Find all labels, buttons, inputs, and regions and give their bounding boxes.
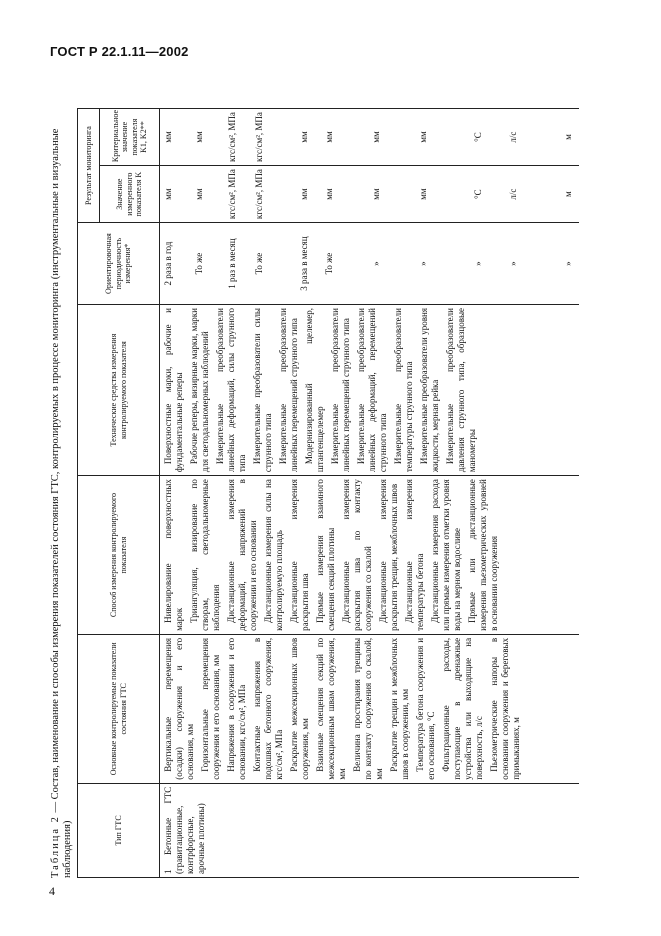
header-method: Способ измерения контролируемого показателя [78,476,160,635]
tools-1: Поверхностные марки, рабочие и фундаментальные реперы [163,308,184,473]
tools-7: Измерительные преобразователи линейных перемещений струнного типа [330,308,351,473]
header-criterion: Критериальное значение показателя K1, K2** [100,109,160,166]
periodicity-9: » [473,261,483,266]
header-type: Тип ГТС [78,783,160,877]
indicator-4: Контактные напряжения в подошвах бетонного сооружения, кгс/см², МПа [252,637,284,780]
header-value: Значение измеренного показателя K [100,166,160,223]
tools-6: Модернизированный щелемер, штангенщелемер [304,308,325,473]
page-number: 4 [49,884,55,898]
method-7: Дистанционные измерения раскрытия шва по контакту сооружения со скалой [341,479,373,631]
periodicity-1: 2 раза в год [163,241,173,286]
header-result: Результат мониторинга [78,109,100,223]
value-6: мм [324,188,334,200]
value-4: кгс/см², МПа [254,169,264,220]
method-4: Дистанционные измерения силы на контролируемую площадь [263,479,284,631]
periodicity-5: 3 раза в месяц [299,236,309,291]
indicator-1: Вертикальные перемещения (осадки) сооружения и его основания, мм [163,637,195,780]
value-1: мм [163,188,173,200]
indicator-11: Пьезометрические напоры в основании сооружения и береговых примыканиях, м [489,637,521,780]
method-3: Дистанционные измерения деформаций, напряжений в сооружении и его основании [226,479,258,631]
criterion-10: л/с [508,131,518,143]
criterion-11: м [563,134,573,140]
value-10: л/с [508,188,518,200]
header-indicators: Основные контролируемые показатели состояния ГТС [78,634,160,783]
periodicity-11: » [563,261,573,266]
periodicity-4: То же [254,252,264,275]
criterion-4: кгс/см², МПа [254,112,264,163]
tools-4: Измерительные преобразователи силы струнного типа [252,308,273,473]
tools-8: Измерительные преобразователи линейных деформаций, перемещений струнного типа [356,308,388,473]
header-periodicity: Ориентировочная периодичность измерения* [78,223,160,305]
tools-2: Рабочие реперы, визирные марки, марки для светодальномерных наблюдений [189,308,210,473]
indicators-column [160,634,580,783]
method-2: Триангуляция, визирование по створам, светодальномерные наблюдения [189,479,221,631]
method-1: Нивелирование поверхностных марок [163,479,184,631]
method-11: Прямые или дистанционные измерения пьезометрических уровней в основании сооружения [467,479,499,631]
value-3: кгс/см², МПа [227,169,237,220]
method-6: Прямые измерения взаимного смещения секций плотины [315,479,336,631]
criterion-8: мм [418,131,428,143]
periodicity-2: То же [194,252,204,275]
tools-11: Измерительные преобразователи давления струнного типа, образцовые манометры [445,308,477,473]
criterion-2: мм [194,131,204,143]
criterion-column [160,109,580,166]
gts-type-cell [160,783,580,877]
periodicity-8: » [418,261,428,266]
indicator-6: Взаимные смещения секций по межсекционным швам сооружения, мм [315,637,347,780]
criterion-3: кгс/см², МПа [227,112,237,163]
tools-10: Измерительные преобразователи уровня жидкости, мерная рейка [419,308,440,473]
gts-type: 1 Бетонные ГТС (гравитационные, контрфорсные, арочные плотины) [163,786,206,874]
periodicity-6: То же [324,252,334,275]
monitoring-table [77,108,579,878]
value-5: мм [299,188,309,200]
rotated-table-block [50,108,625,878]
tools-3: Измерительные преобразователи линейных деформаций, силы струнного типа [215,308,247,473]
periodicity-3: 1 раз в месяц [227,238,237,289]
method-9: Дистанционные измерения температуры бетона [404,479,425,631]
tools-9: Измерительные преобразователи температуры струнного типа [393,308,414,473]
value-8: мм [418,188,428,200]
value-7: мм [371,188,381,200]
value-11: м [563,191,573,197]
value-9: °С [473,189,483,199]
criterion-6: мм [324,131,334,143]
indicator-5: Раскрытие межсекционных швов сооружения, мм [289,637,310,780]
table-caption [50,108,74,878]
tools-5: Измерительные преобразователи линейных перемещений струнного типа [278,308,299,473]
criterion-7: мм [371,131,381,143]
value-column [160,166,580,223]
value-2: мм [194,188,204,200]
methods-column [160,476,580,635]
method-10: Дистанционные измерения расхода или прямые измерения отметки уровня воды на мерном водосливе [430,479,462,631]
indicator-9: Температура бетона сооружения и его основания, °С [415,637,436,780]
periodicity-7: » [371,261,381,266]
caption-text: — Состав, наименование и способы измерения показателей состояния ГТС, контролируемых в процессе мониторинга (инструментальные и визуальные наблюдения) [50,128,73,878]
indicator-2: Горизонтальные перемещения сооружения и его основания, мм [200,637,221,780]
indicator-8: Раскрытие трещин и межблочных швов в сооружении, мм [389,637,410,780]
criterion-5: мм [299,131,309,143]
method-5: Дистанционные измерения раскрытия шва [289,479,310,631]
indicator-10: Фильтрационные расходы, поступающие в дренажные устройства или выходящие на поверхность, л/с [441,637,484,780]
header-tools: Технические средства измерения контролируемого показателя [78,305,160,476]
indicator-7: Величина простирания трещины по контакту сооружения со скалой, мм [352,637,384,780]
periodicity-column [160,223,580,305]
periodicity-10: » [508,261,518,266]
table-body-row [160,109,580,878]
criterion-1: мм [163,131,173,143]
criterion-9: °С [473,132,483,142]
standard-header: ГОСТ Р 22.1.11—2002 [50,44,189,59]
caption-label: Таблица 2 [50,815,61,878]
method-8: Дистанционные измерения раскрытия трещин, межблочных швов [378,479,399,631]
tools-column [160,305,580,476]
indicator-3: Напряжения в сооружении и его основании, кгс/см², МПа [226,637,247,780]
